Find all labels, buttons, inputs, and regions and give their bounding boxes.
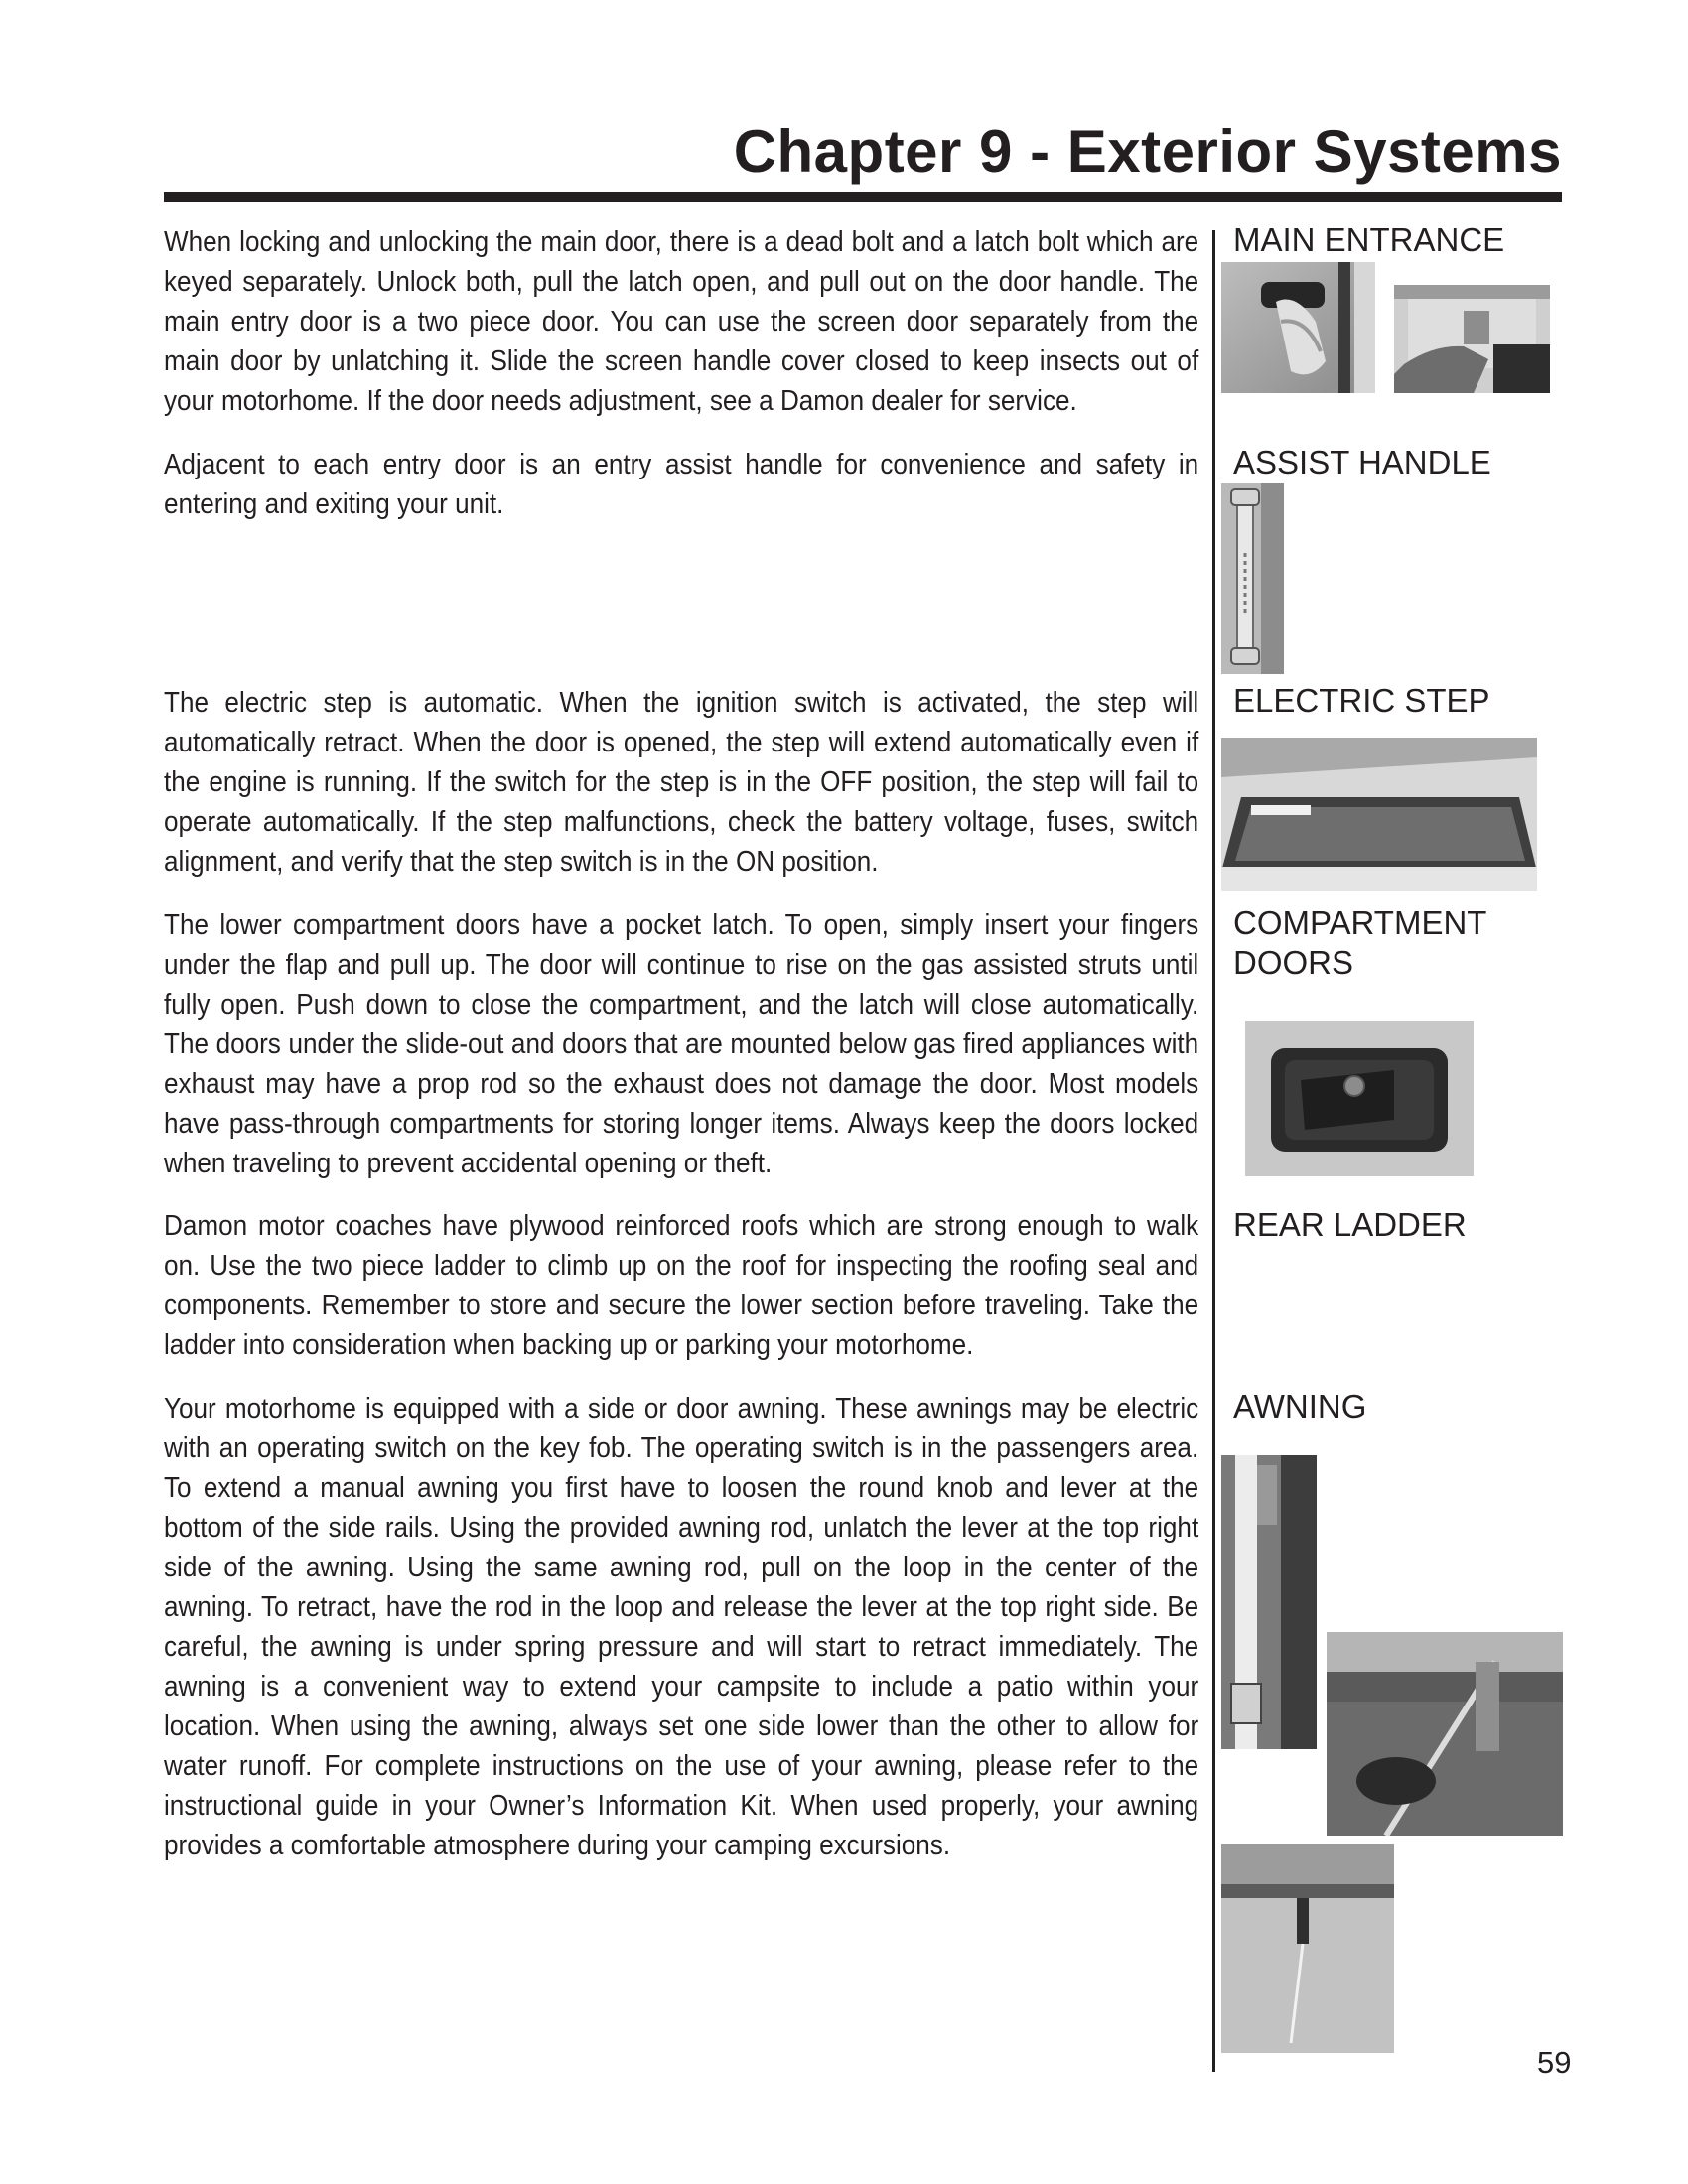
paragraph-compartment-doors: The lower compartment doors have a pocket latch. To open, simply insert your fingers under the flap and pull up. The door will continue to rise on the gas assisted struts until fully open. Push down to close the compartment, and the latch will close automatically. The doors under the slide-out and doors that are mounted below gas fired appliances with exhaust may have a prop rod so the exhaust does not damage the door. Most models have pass-through compartments for storing longer items. Always keep the doors locked when traveling to prevent accidental opening or theft. <box>164 909 1199 1179</box>
title-rule <box>164 192 1562 202</box>
heading-compartment-doors <box>1233 903 1486 983</box>
awning-rail-photo <box>1221 1455 1317 1749</box>
heading-electric-step: ELECTRIC STEP <box>1233 682 1490 719</box>
awning-rod-photo <box>1327 1632 1563 1836</box>
heading-compartment-line2: DOORS <box>1233 944 1354 981</box>
column-divider <box>1212 230 1215 2072</box>
compartment-latch-photo <box>1245 1021 1474 1176</box>
page-number: 59 <box>1537 2045 1572 2080</box>
awning-lever-photo <box>1221 1844 1394 2053</box>
paragraph-assist-handle: Adjacent to each entry door is an entry assist handle for convenience and safety in entering and exiting your unit. <box>164 449 1199 520</box>
heading-awning: AWNING <box>1233 1388 1367 1425</box>
screen-door-photo <box>1394 285 1550 393</box>
heading-compartment-line1: COMPARTMENT <box>1233 904 1487 941</box>
chapter-title: Chapter 9 - Exterior Systems <box>733 118 1562 185</box>
heading-rear-ladder: REAR LADDER <box>1233 1206 1467 1243</box>
main-entrance-handle-photo <box>1221 262 1375 393</box>
heading-main-entrance: MAIN ENTRANCE <box>1233 221 1505 258</box>
paragraph-rear-ladder: Damon motor coaches have plywood reinforced roofs which are strong enough to walk on. Use the two piece ladder to climb up on the roof for inspecting the roofing seal and components. Remember to store and secure the lower section before traveling. Take the ladder into consideration when backing up or parking your motorhome. <box>164 1210 1199 1361</box>
paragraph-main-entrance: When locking and unlocking the main door, there is a dead bolt and a latch bolt which are keyed separately. Unlock both, pull the latch open, and pull out on the door handle. The main entry door is a two piece door. You can use the screen door separately from the main door by unlatching it. Slide the screen handle cover closed to keep insects out of your motorhome. If the door needs adjustment, see a Damon dealer for service. <box>164 226 1199 417</box>
paragraph-awning: Your motorhome is equipped with a side or door awning. These awnings may be electric with an operating switch on the key fob. The operating switch is in the passengers area. To extend a manual awning you first have to loosen the round knob and lever at the bottom of the side rails. Using the provided awning rod, unlatch the lever at the top right side of the awning. Using the same awning rod, pull on the loop in the center of the awning. To retract, have the rod in the loop and release the lever at the top right side. Be careful, the awning is under spring pressure and will start to retract immediately. The awning is a convenient way to extend your campsite to include a patio within your location. When using the awning, always set one side lower than the other to allow for water runoff. For complete instructions on the use of your awning, please refer to the instructional guide in your Owner’s Information Kit. When used properly, your awning provides a comfortable atmosphere during your camping excursions. <box>164 1393 1199 1861</box>
electric-step-photo <box>1221 738 1537 891</box>
heading-assist-handle: ASSIST HANDLE <box>1233 444 1491 480</box>
paragraph-electric-step: The electric step is automatic. When the ignition switch is activated, the step will automatically retract. When the door is opened, the step will extend automatically even if the engine is running. If the switch for the step is in the OFF position, the step will fail to operate automatically. If the step malfunctions, check the battery voltage, fuses, switch alignment, and verify that the step switch is in the ON position. <box>164 687 1199 878</box>
assist-handle-photo <box>1221 483 1284 674</box>
